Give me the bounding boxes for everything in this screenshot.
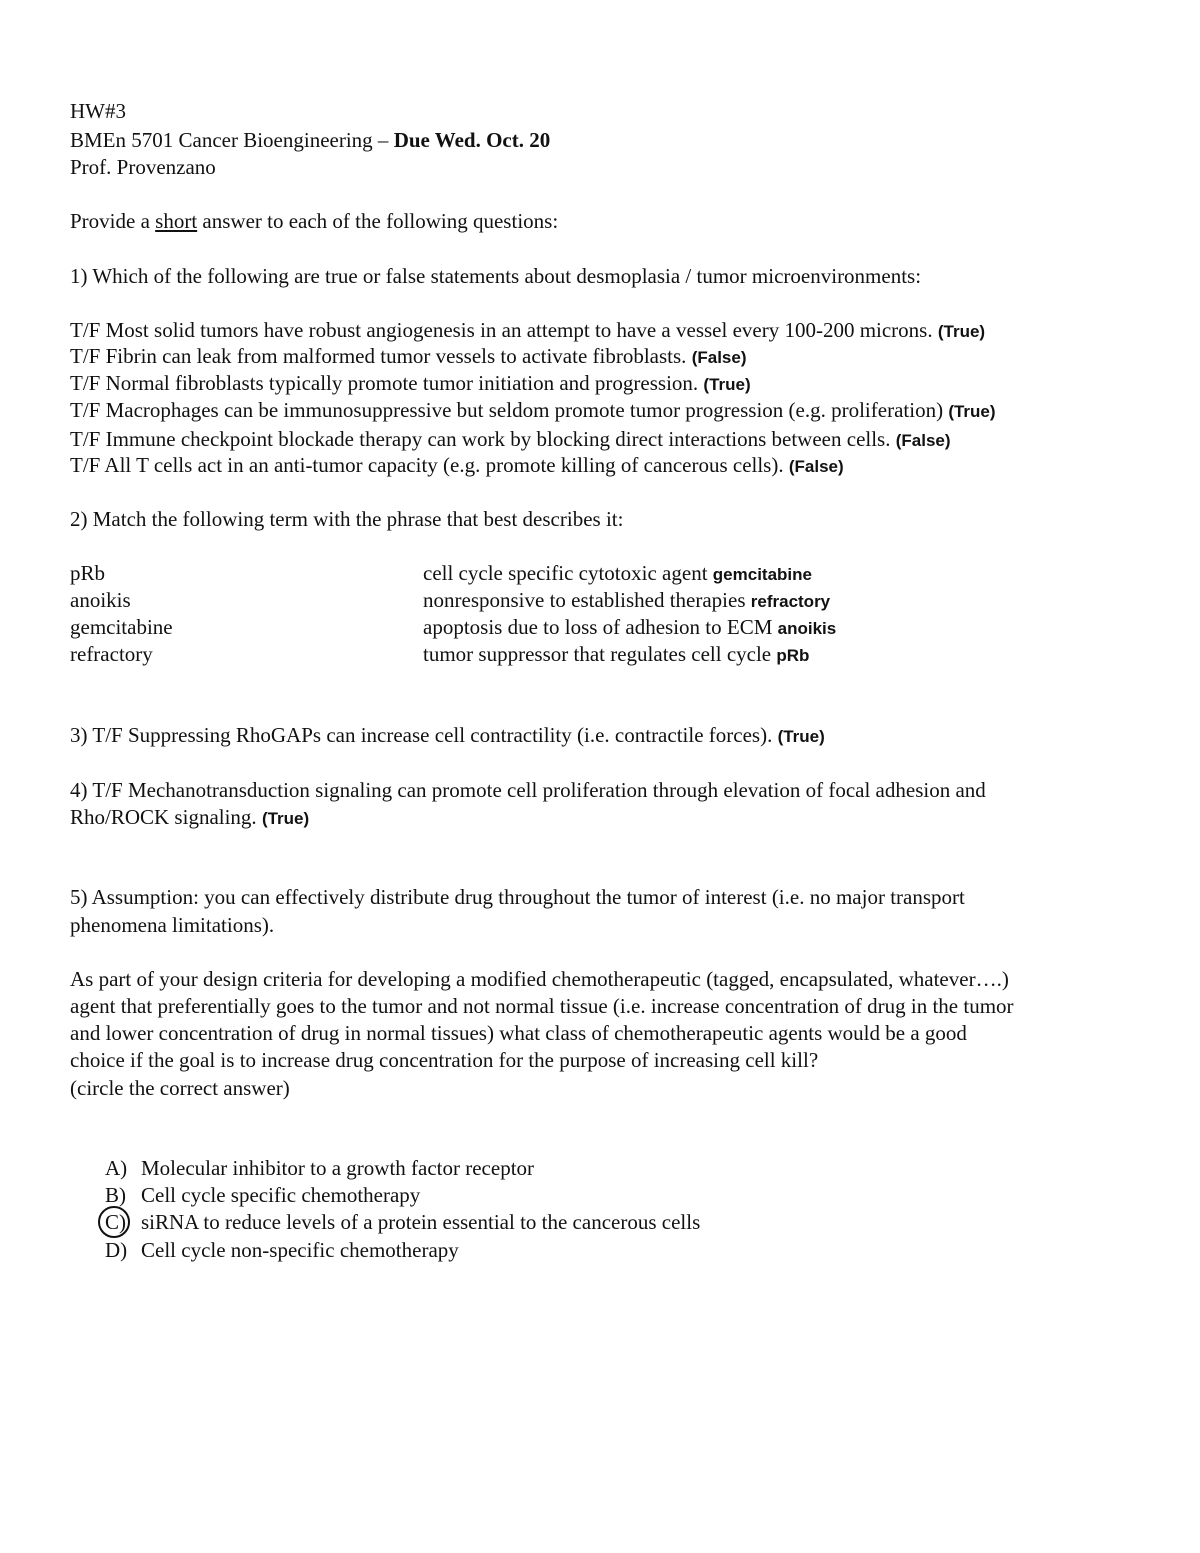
match-row bbox=[70, 587, 1140, 614]
q4-answer: (True) bbox=[261, 809, 310, 828]
q5-para-line: choice if the goal is to increase drug concentration for the purpose of increasing cell kill? bbox=[70, 1048, 819, 1072]
choice-c[interactable] bbox=[70, 1209, 970, 1236]
match-row bbox=[70, 614, 1140, 641]
q5-assumption-line2: phenomena limitations). bbox=[70, 913, 275, 937]
q1-prompt: 1) Which of the following are true or false statements about desmoplasia / tumor microenvironments: bbox=[70, 264, 922, 288]
q1-item bbox=[70, 452, 844, 480]
q1-item-text: T/F All T cells act in an anti-tumor capacity (e.g. promote killing of cancerous cells). bbox=[70, 453, 789, 477]
choice-text: Cell cycle specific chemotherapy bbox=[141, 1183, 421, 1207]
match-answer: refractory bbox=[750, 592, 831, 611]
choice-text: Molecular inhibitor to a growth factor receptor bbox=[141, 1156, 535, 1180]
match-answer: anoikis bbox=[777, 619, 837, 638]
q1-item-text: T/F Macrophages can be immunosuppressive but seldom promote tumor progression (e.g. proliferation) bbox=[70, 398, 949, 422]
q5-para-line: agent that preferentially goes to the tumor and not normal tissue (i.e. increase concentration of drug in the tumor bbox=[70, 994, 1014, 1018]
q1-item bbox=[70, 317, 985, 345]
q5-para-line: (circle the correct answer) bbox=[70, 1076, 290, 1100]
instructions-emph: short bbox=[155, 209, 198, 233]
choice-a[interactable] bbox=[70, 1155, 970, 1182]
q1-item-answer: (True) bbox=[703, 375, 751, 394]
match-term: pRb bbox=[70, 561, 106, 585]
q5-assumption-line1: 5) Assumption: you can effectively distribute drug throughout the tumor of interest (i.e. no major transport bbox=[70, 885, 965, 909]
match-answer: gemcitabine bbox=[712, 565, 812, 584]
q1-item bbox=[70, 343, 746, 371]
match-phrase-cell bbox=[423, 560, 812, 588]
instructions-post: answer to each of the following questions: bbox=[197, 209, 559, 233]
choice-d[interactable] bbox=[70, 1237, 970, 1264]
match-phrase: nonresponsive to established therapies bbox=[423, 588, 751, 612]
professor-name: Prof. Provenzano bbox=[70, 155, 216, 179]
match-term: refractory bbox=[70, 642, 153, 666]
q1-item-answer: (False) bbox=[691, 348, 747, 367]
match-row bbox=[70, 560, 1140, 587]
choice-text: Cell cycle non-specific chemotherapy bbox=[141, 1238, 459, 1262]
q1-item-text: T/F Normal fibroblasts typically promote tumor initiation and progression. bbox=[70, 371, 704, 395]
match-phrase: cell cycle specific cytotoxic agent bbox=[423, 561, 713, 585]
match-phrase-cell bbox=[423, 641, 809, 669]
q1-item-answer: (False) bbox=[895, 431, 951, 450]
q4-line2 bbox=[70, 804, 309, 832]
q5-para-line: and lower concentration of drug in normal tissues) what class of chemotherapeutic agents would be a good bbox=[70, 1021, 967, 1045]
choice-letter: B) bbox=[105, 1183, 126, 1207]
q1-item-text: T/F Immune checkpoint blockade therapy can work by blocking direct interactions between cells. bbox=[70, 427, 896, 451]
match-term: anoikis bbox=[70, 588, 131, 612]
q1-item-answer: (False) bbox=[788, 457, 844, 476]
match-answer: pRb bbox=[776, 646, 810, 665]
q4-line1: 4) T/F Mechanotransduction signaling can promote cell proliferation through elevation of focal adhesion and bbox=[70, 778, 986, 802]
match-phrase: apoptosis due to loss of adhesion to ECM bbox=[423, 615, 778, 639]
q1-item-answer: (True) bbox=[937, 322, 986, 341]
q1-item bbox=[70, 370, 751, 398]
q3 bbox=[70, 722, 825, 750]
instructions bbox=[70, 208, 558, 235]
q1-item bbox=[70, 426, 951, 454]
q1-item-text: T/F Fibrin can leak from malformed tumor vessels to activate fibroblasts. bbox=[70, 344, 692, 368]
choice-text: siRNA to reduce levels of a protein essential to the cancerous cells bbox=[141, 1210, 701, 1234]
q1-item-text: T/F Most solid tumors have robust angiogenesis in an attempt to have a vessel every 100-200 microns. bbox=[70, 318, 938, 342]
match-phrase-cell bbox=[423, 614, 836, 642]
due-date: Due Wed. Oct. 20 bbox=[393, 128, 551, 152]
q3-text: 3) T/F Suppressing RhoGAPs can increase cell contractility (i.e. contractile forces). bbox=[70, 723, 778, 747]
choice-letter: C) bbox=[105, 1210, 126, 1234]
match-row bbox=[70, 641, 1140, 668]
course-line bbox=[70, 127, 550, 154]
q2-prompt: 2) Match the following term with the phrase that best describes it: bbox=[70, 507, 624, 531]
choice-b[interactable] bbox=[70, 1182, 970, 1209]
match-term: gemcitabine bbox=[70, 615, 173, 639]
q3-answer: (True) bbox=[777, 727, 825, 746]
course-title: BMEn 5701 Cancer Bioengineering – bbox=[70, 128, 394, 152]
choice-letter: A) bbox=[105, 1156, 128, 1180]
match-phrase: tumor suppressor that regulates cell cycle bbox=[423, 642, 777, 666]
choice-letter: D) bbox=[105, 1238, 128, 1262]
match-phrase-cell bbox=[423, 587, 830, 615]
q1-item-answer: (True) bbox=[948, 402, 996, 421]
q5-para-line: As part of your design criteria for developing a modified chemotherapeutic (tagged, encapsulated, whatever….) bbox=[70, 967, 1009, 991]
instructions-pre: Provide a bbox=[70, 209, 156, 233]
hw-number: HW#3 bbox=[70, 99, 126, 123]
q4-text: Rho/ROCK signaling. bbox=[70, 805, 262, 829]
q1-item bbox=[70, 397, 996, 425]
